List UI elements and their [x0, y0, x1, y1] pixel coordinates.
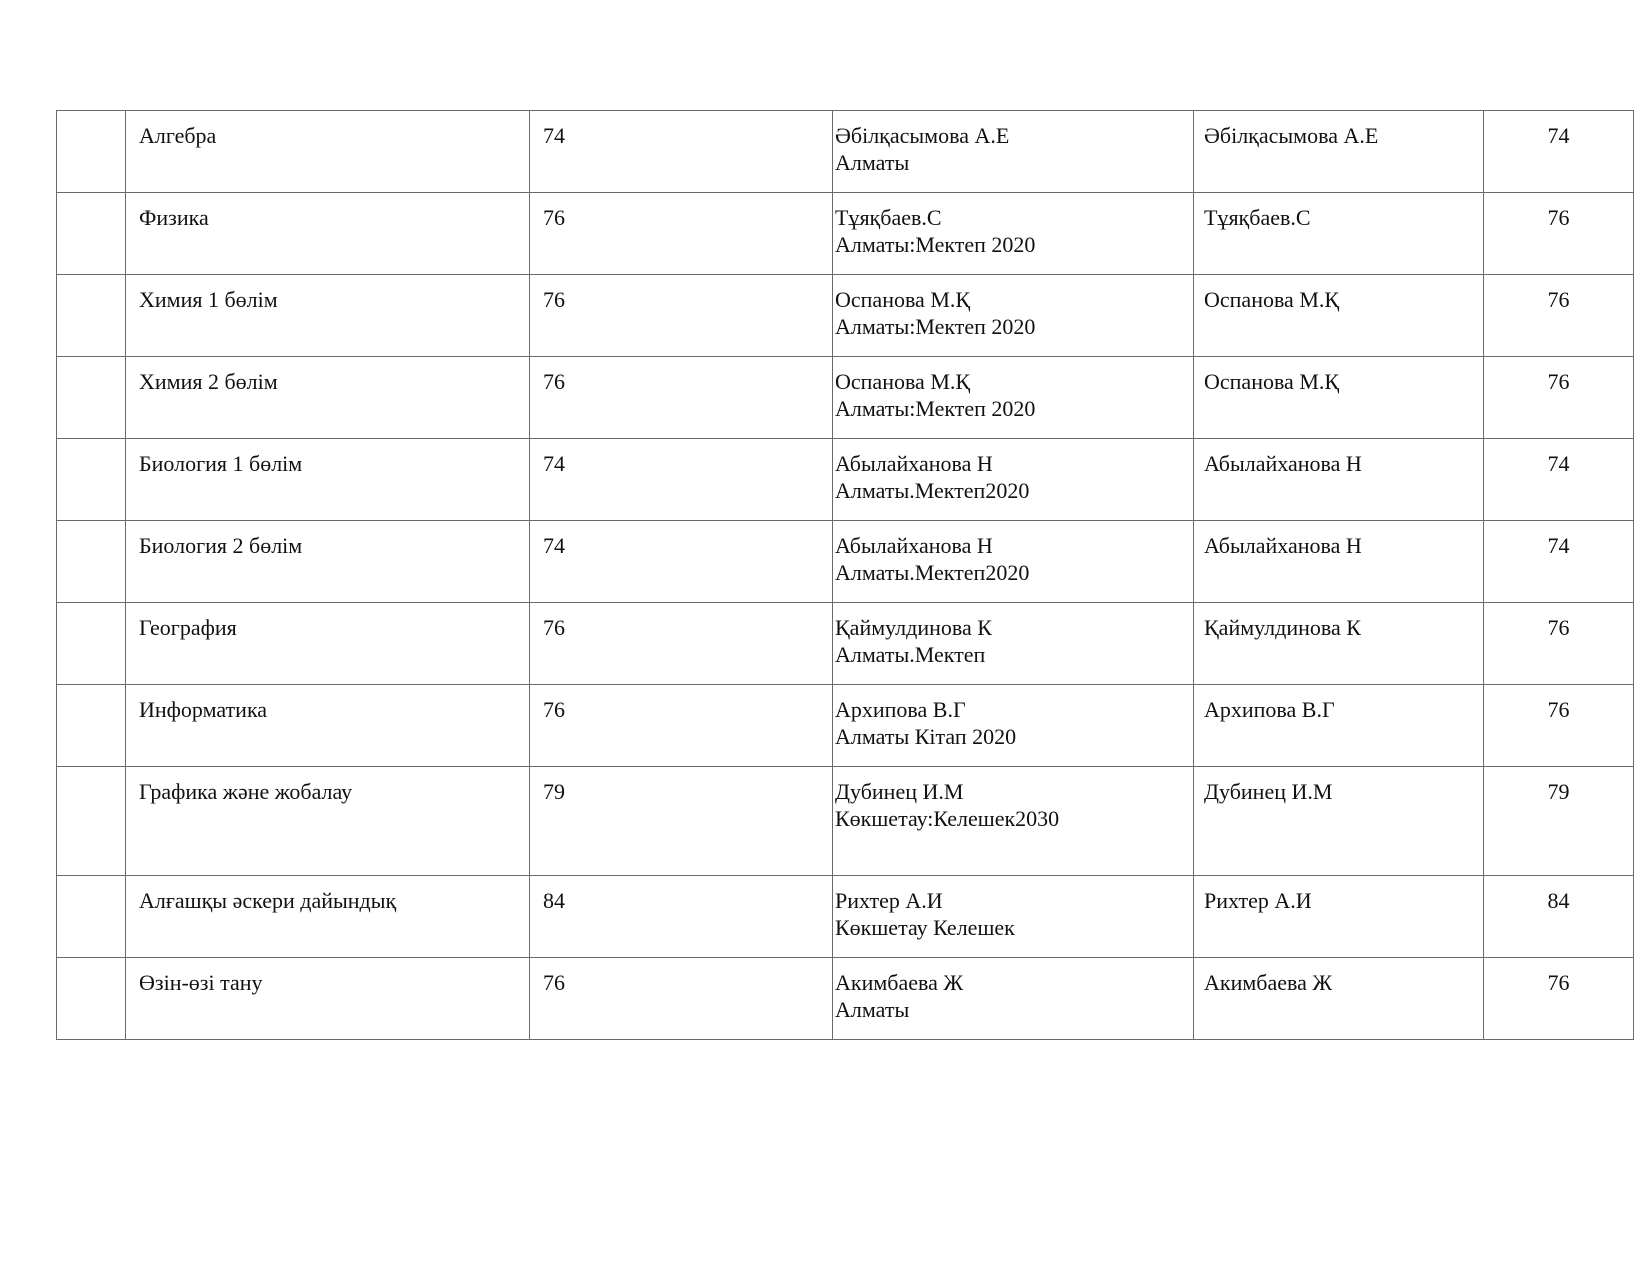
number-cell	[57, 958, 126, 1040]
pages-cell: 76	[530, 958, 833, 1040]
publisher-text: Алматы	[835, 150, 910, 175]
number-cell	[57, 685, 126, 767]
table-row	[57, 275, 1634, 357]
table-row	[57, 193, 1634, 275]
author-cell: Абылайханова Н	[1194, 439, 1484, 521]
author-text: Рихтер А.И	[835, 888, 943, 913]
publisher-text: Алматы.Мектеп	[835, 642, 986, 667]
author-text: Абылайханова Н	[835, 451, 993, 476]
table-row	[57, 521, 1634, 603]
count-cell: 79	[1484, 767, 1634, 876]
pages-cell: 76	[530, 357, 833, 439]
author-cell: Оспанова М.Қ	[1194, 357, 1484, 439]
subject-cell: Биология 1 бөлім	[126, 439, 530, 521]
count-cell: 76	[1484, 685, 1634, 767]
author-text: Архипова В.Г	[835, 697, 966, 722]
publisher-text: Алматы.Мектеп2020	[835, 478, 1030, 503]
author-publisher-cell	[833, 876, 1194, 958]
subject-cell: Биология 2 бөлім	[126, 521, 530, 603]
author-cell: Дубинец И.М	[1194, 767, 1484, 876]
author-cell: Акимбаева Ж	[1194, 958, 1484, 1040]
author-text: Әбілқасымова А.Е	[835, 123, 1010, 148]
number-cell	[57, 357, 126, 439]
author-publisher-cell	[833, 958, 1194, 1040]
pages-cell: 74	[530, 521, 833, 603]
author-text: Оспанова М.Қ	[835, 287, 971, 312]
count-cell: 74	[1484, 439, 1634, 521]
subject-cell: География	[126, 603, 530, 685]
table-row	[57, 767, 1634, 876]
pages-cell: 76	[530, 275, 833, 357]
author-publisher-cell	[833, 521, 1194, 603]
subject-cell: Графика және жобалау	[126, 767, 530, 876]
publisher-text: Алматы Кітап 2020	[835, 724, 1017, 749]
author-publisher-cell	[833, 767, 1194, 876]
subject-cell: Физика	[126, 193, 530, 275]
subject-cell: Химия 2 бөлім	[126, 357, 530, 439]
author-cell: Абылайханова Н	[1194, 521, 1484, 603]
author-text: Қаймулдинова К	[835, 615, 992, 640]
author-publisher-cell	[833, 603, 1194, 685]
subject-cell: Алгебра	[126, 111, 530, 193]
pages-cell: 76	[530, 685, 833, 767]
author-text: Тұяқбаев.С	[835, 205, 942, 230]
author-publisher-cell	[833, 439, 1194, 521]
pages-cell: 79	[530, 767, 833, 876]
pages-cell: 76	[530, 193, 833, 275]
count-cell: 84	[1484, 876, 1634, 958]
count-cell: 76	[1484, 275, 1634, 357]
subject-cell: Алғашқы әскери дайындық	[126, 876, 530, 958]
number-cell	[57, 439, 126, 521]
table-row	[57, 958, 1634, 1040]
number-cell	[57, 521, 126, 603]
number-cell	[57, 603, 126, 685]
author-publisher-cell	[833, 685, 1194, 767]
number-cell	[57, 275, 126, 357]
pages-cell: 74	[530, 439, 833, 521]
author-cell: Әбілқасымова А.Е	[1194, 111, 1484, 193]
pages-cell: 74	[530, 111, 833, 193]
table-row	[57, 111, 1634, 193]
number-cell	[57, 193, 126, 275]
count-cell: 74	[1484, 521, 1634, 603]
author-cell: Қаймулдинова К	[1194, 603, 1484, 685]
number-cell	[57, 767, 126, 876]
subject-cell: Өзін-өзі тану	[126, 958, 530, 1040]
count-cell: 76	[1484, 357, 1634, 439]
number-cell	[57, 876, 126, 958]
publisher-text: Көкшетау:Келешек2030	[835, 806, 1060, 831]
author-cell: Рихтер А.И	[1194, 876, 1484, 958]
table-row	[57, 439, 1634, 521]
pages-cell: 84	[530, 876, 833, 958]
table-row	[57, 357, 1634, 439]
count-cell: 74	[1484, 111, 1634, 193]
subject-cell: Информатика	[126, 685, 530, 767]
author-publisher-cell	[833, 275, 1194, 357]
count-cell: 76	[1484, 603, 1634, 685]
count-cell: 76	[1484, 958, 1634, 1040]
author-text: Акимбаева Ж	[835, 970, 964, 995]
publisher-text: Алматы:Мектеп 2020	[835, 396, 1036, 421]
subject-cell: Химия 1 бөлім	[126, 275, 530, 357]
author-cell: Оспанова М.Қ	[1194, 275, 1484, 357]
author-cell: Архипова В.Г	[1194, 685, 1484, 767]
publisher-text: Көкшетау Келешек	[835, 915, 1015, 940]
table-row	[57, 685, 1634, 767]
publisher-text: Алматы:Мектеп 2020	[835, 232, 1036, 257]
table-row	[57, 876, 1634, 958]
publisher-text: Алматы.Мектеп2020	[835, 560, 1030, 585]
author-publisher-cell	[833, 111, 1194, 193]
textbook-table	[56, 110, 1634, 1040]
author-cell: Тұяқбаев.С	[1194, 193, 1484, 275]
number-cell	[57, 111, 126, 193]
author-publisher-cell	[833, 193, 1194, 275]
publisher-text: Алматы:Мектеп 2020	[835, 314, 1036, 339]
author-publisher-cell	[833, 357, 1194, 439]
pages-cell: 76	[530, 603, 833, 685]
author-text: Дубинец И.М	[835, 779, 964, 804]
author-text: Оспанова М.Қ	[835, 369, 971, 394]
author-text: Абылайханова Н	[835, 533, 993, 558]
count-cell: 76	[1484, 193, 1634, 275]
publisher-text: Алматы	[835, 997, 910, 1022]
table-row	[57, 603, 1634, 685]
